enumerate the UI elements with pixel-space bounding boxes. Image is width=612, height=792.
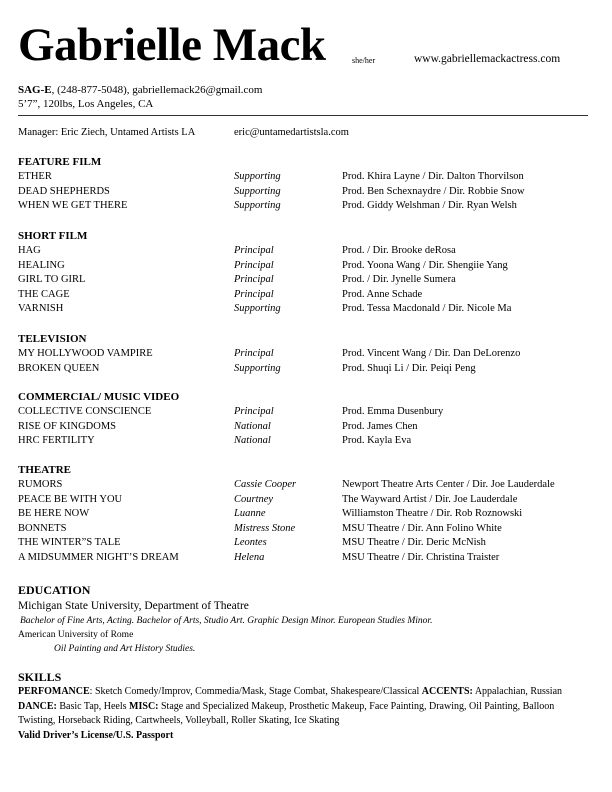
credit-row [18, 507, 598, 522]
credit-role: Helena [234, 551, 265, 563]
section-title: FEATURE FILM [18, 156, 102, 168]
credit-row [18, 199, 598, 214]
credit-title: ETHER [18, 171, 52, 182]
credit-title: HRC FERTILITY [18, 435, 95, 447]
credit-role: Cassie Cooper [234, 479, 297, 490]
skills-accents-label: ACCENTS: [421, 686, 473, 697]
section-short-film [18, 229, 598, 317]
website-link[interactable]: www.gabriellemackactress.com [414, 53, 561, 65]
section-commercial [18, 390, 598, 449]
credit-row [18, 434, 598, 449]
credit-row [18, 302, 598, 317]
skills-perf-text: : Sketch Comedy/Improv, Commedia/Mask, Stage Combat, Shakespeare/Classical [89, 686, 422, 697]
credit-role: Luanne [234, 508, 266, 520]
credit-production: Prod. James Chen [342, 420, 418, 432]
credit-role: Principal [234, 245, 274, 256]
credit-row [18, 536, 598, 551]
credit-row [18, 405, 598, 420]
credit-row [18, 362, 598, 377]
skills-title: SKILLS [18, 670, 62, 684]
credit-production: Prod. / Dir. Jynelle Sumera [342, 274, 456, 286]
credit-role: Mistress Stone [234, 522, 296, 534]
credit-row [18, 551, 598, 566]
skills-dance-text: Basic Tap, Heels [56, 700, 130, 712]
credit-production: Prod. / Dir. Brooke deRosa [342, 245, 456, 256]
credit-title: PEACE BE WITH YOU [18, 493, 123, 505]
credit-production: The Wayward Artist / Dir. Joe Lauderdale [342, 493, 518, 505]
credit-row [18, 288, 598, 303]
credit-row [18, 347, 598, 362]
skills-accents-text: Appalachian, Russian [472, 686, 563, 697]
credit-role: Supporting [234, 171, 281, 182]
credit-production: Williamston Theatre / Dir. Rob Roznowski [342, 508, 523, 520]
section-television [18, 332, 598, 376]
credit-role: Principal [234, 274, 274, 286]
education-title: EDUCATION [18, 583, 91, 597]
skills-body [18, 685, 593, 743]
pronouns: she/her [352, 56, 376, 65]
education-degrees: Bachelor of Fine Arts, Acting. Bachelor of Arts, Studio Art. Graphic Design Minor. European Studies Minor. [20, 616, 433, 626]
skills-perf-label: PERFOMANCE [18, 686, 90, 697]
credit-production: Newport Theatre Arts Center / Dir. Joe Lauderdale [342, 479, 555, 490]
credit-title: BROKEN QUEEN [18, 362, 100, 374]
credit-role: Supporting [234, 185, 281, 197]
credit-row [18, 185, 598, 200]
credit-row [18, 170, 598, 185]
skills-dance-label: DANCE: [18, 700, 57, 712]
credit-role: Courtney [234, 493, 274, 505]
credit-row [18, 493, 598, 508]
credit-role: Principal [234, 348, 274, 359]
credit-production: Prod. Giddy Welshman / Dir. Ryan Welsh [342, 200, 517, 212]
actor-name: Gabrielle Mack [18, 19, 326, 71]
credit-row [18, 259, 598, 274]
section-theatre [18, 463, 598, 566]
credit-row [18, 478, 598, 493]
education-school-msu: Michigan State University, Department of Theatre [18, 600, 249, 612]
credit-production: Prod. Kayla Eva [342, 435, 412, 447]
skills-misc-label: MISC: [129, 700, 159, 712]
manager-info: Manager: Eric Ziech, Untamed Artists LA [18, 127, 196, 138]
credit-title: GIRL TO GIRL [18, 274, 86, 286]
credit-production: MSU Theatre / Dir. Ann Folino White [342, 522, 502, 534]
credit-title: HEALING [18, 259, 65, 271]
credit-production: Prod. Anne Schade [342, 288, 423, 300]
credit-role: Supporting [234, 362, 281, 374]
credit-title: VARNISH [18, 303, 64, 315]
credit-title: MY HOLLYWOOD VAMPIRE [18, 348, 153, 359]
credit-title: DEAD SHEPHERDS [18, 185, 110, 197]
credit-title: BE HERE NOW [18, 508, 90, 520]
credit-role: National [234, 435, 271, 447]
credit-production: Prod. Vincent Wang / Dir. Dan DeLorenzo [342, 348, 521, 359]
skills-license: Valid Driver’s License/U.S. Passport [18, 729, 174, 741]
credit-role: Supporting [234, 303, 281, 315]
credit-title: BONNETS [18, 522, 67, 534]
credit-role: Principal [234, 288, 274, 300]
section-title: SHORT FILM [18, 230, 88, 242]
phone-email: , (248-877-5048), gabriellemack26@gmail.com [51, 84, 263, 96]
credit-title: RISE OF KINGDOMS [18, 420, 117, 432]
credit-title: HAG [18, 245, 41, 256]
credit-title: WHEN WE GET THERE [18, 200, 128, 212]
credit-role: National [234, 420, 271, 432]
credit-title: THE WINTER”S TALE [18, 537, 121, 549]
section-feature-film [18, 155, 598, 214]
credit-production: Prod. Ben Schexnaydre / Dir. Robbie Snow [342, 185, 525, 197]
credit-production: MSU Theatre / Dir. Deric McNish [342, 537, 486, 549]
credit-title: COLLECTIVE CONSCIENCE [18, 406, 152, 417]
credit-role: Supporting [234, 200, 281, 212]
credit-production: Prod. Emma Dusenbury [342, 406, 444, 417]
credit-role: Principal [234, 406, 274, 417]
manager-email[interactable]: eric@untamedartistsla.com [234, 127, 349, 138]
header-divider [18, 115, 588, 116]
union-status: SAG-E [18, 84, 52, 96]
credit-production: Prod. Shuqi Li / Dir. Peiqi Peng [342, 362, 476, 374]
credit-title: A MIDSUMMER NIGHT’S DREAM [18, 551, 179, 563]
education-studies: Oil Painting and Art History Studies. [54, 644, 196, 654]
credit-production: Prod. Khira Layne / Dir. Dalton Thorvilson [342, 171, 524, 182]
contact-line [18, 84, 262, 96]
credit-title: RUMORS [18, 479, 63, 490]
credit-role: Principal [234, 259, 274, 271]
credit-production: MSU Theatre / Dir. Christina Traister [342, 551, 500, 563]
credit-row [18, 420, 598, 435]
credit-role: Leontes [234, 537, 267, 549]
credit-row [18, 273, 598, 288]
section-title: THEATRE [18, 464, 71, 476]
education-school-aur: American University of Rome [18, 630, 134, 640]
credit-row [18, 522, 598, 537]
section-title: COMMERCIAL/ MUSIC VIDEO [18, 391, 180, 403]
credit-production: Prod. Yoona Wang / Dir. Shengiie Yang [342, 259, 508, 271]
credit-title: THE CAGE [18, 288, 70, 300]
physical-stats: 5’7”, 120lbs, Los Angeles, CA [18, 98, 154, 110]
credit-production: Prod. Tessa Macdonald / Dir. Nicole Ma [342, 303, 512, 315]
credit-row [18, 244, 598, 259]
skills-misc-text: Stage and Specialized Makeup, Prosthetic Makeup, Face Painting, Drawing, Oil Painting, Balloon Twisting, Horseback Riding, Cartwheels, Volleyball, Roller Skating, Ice Skating [18, 700, 555, 726]
section-title: TELEVISION [18, 333, 87, 345]
